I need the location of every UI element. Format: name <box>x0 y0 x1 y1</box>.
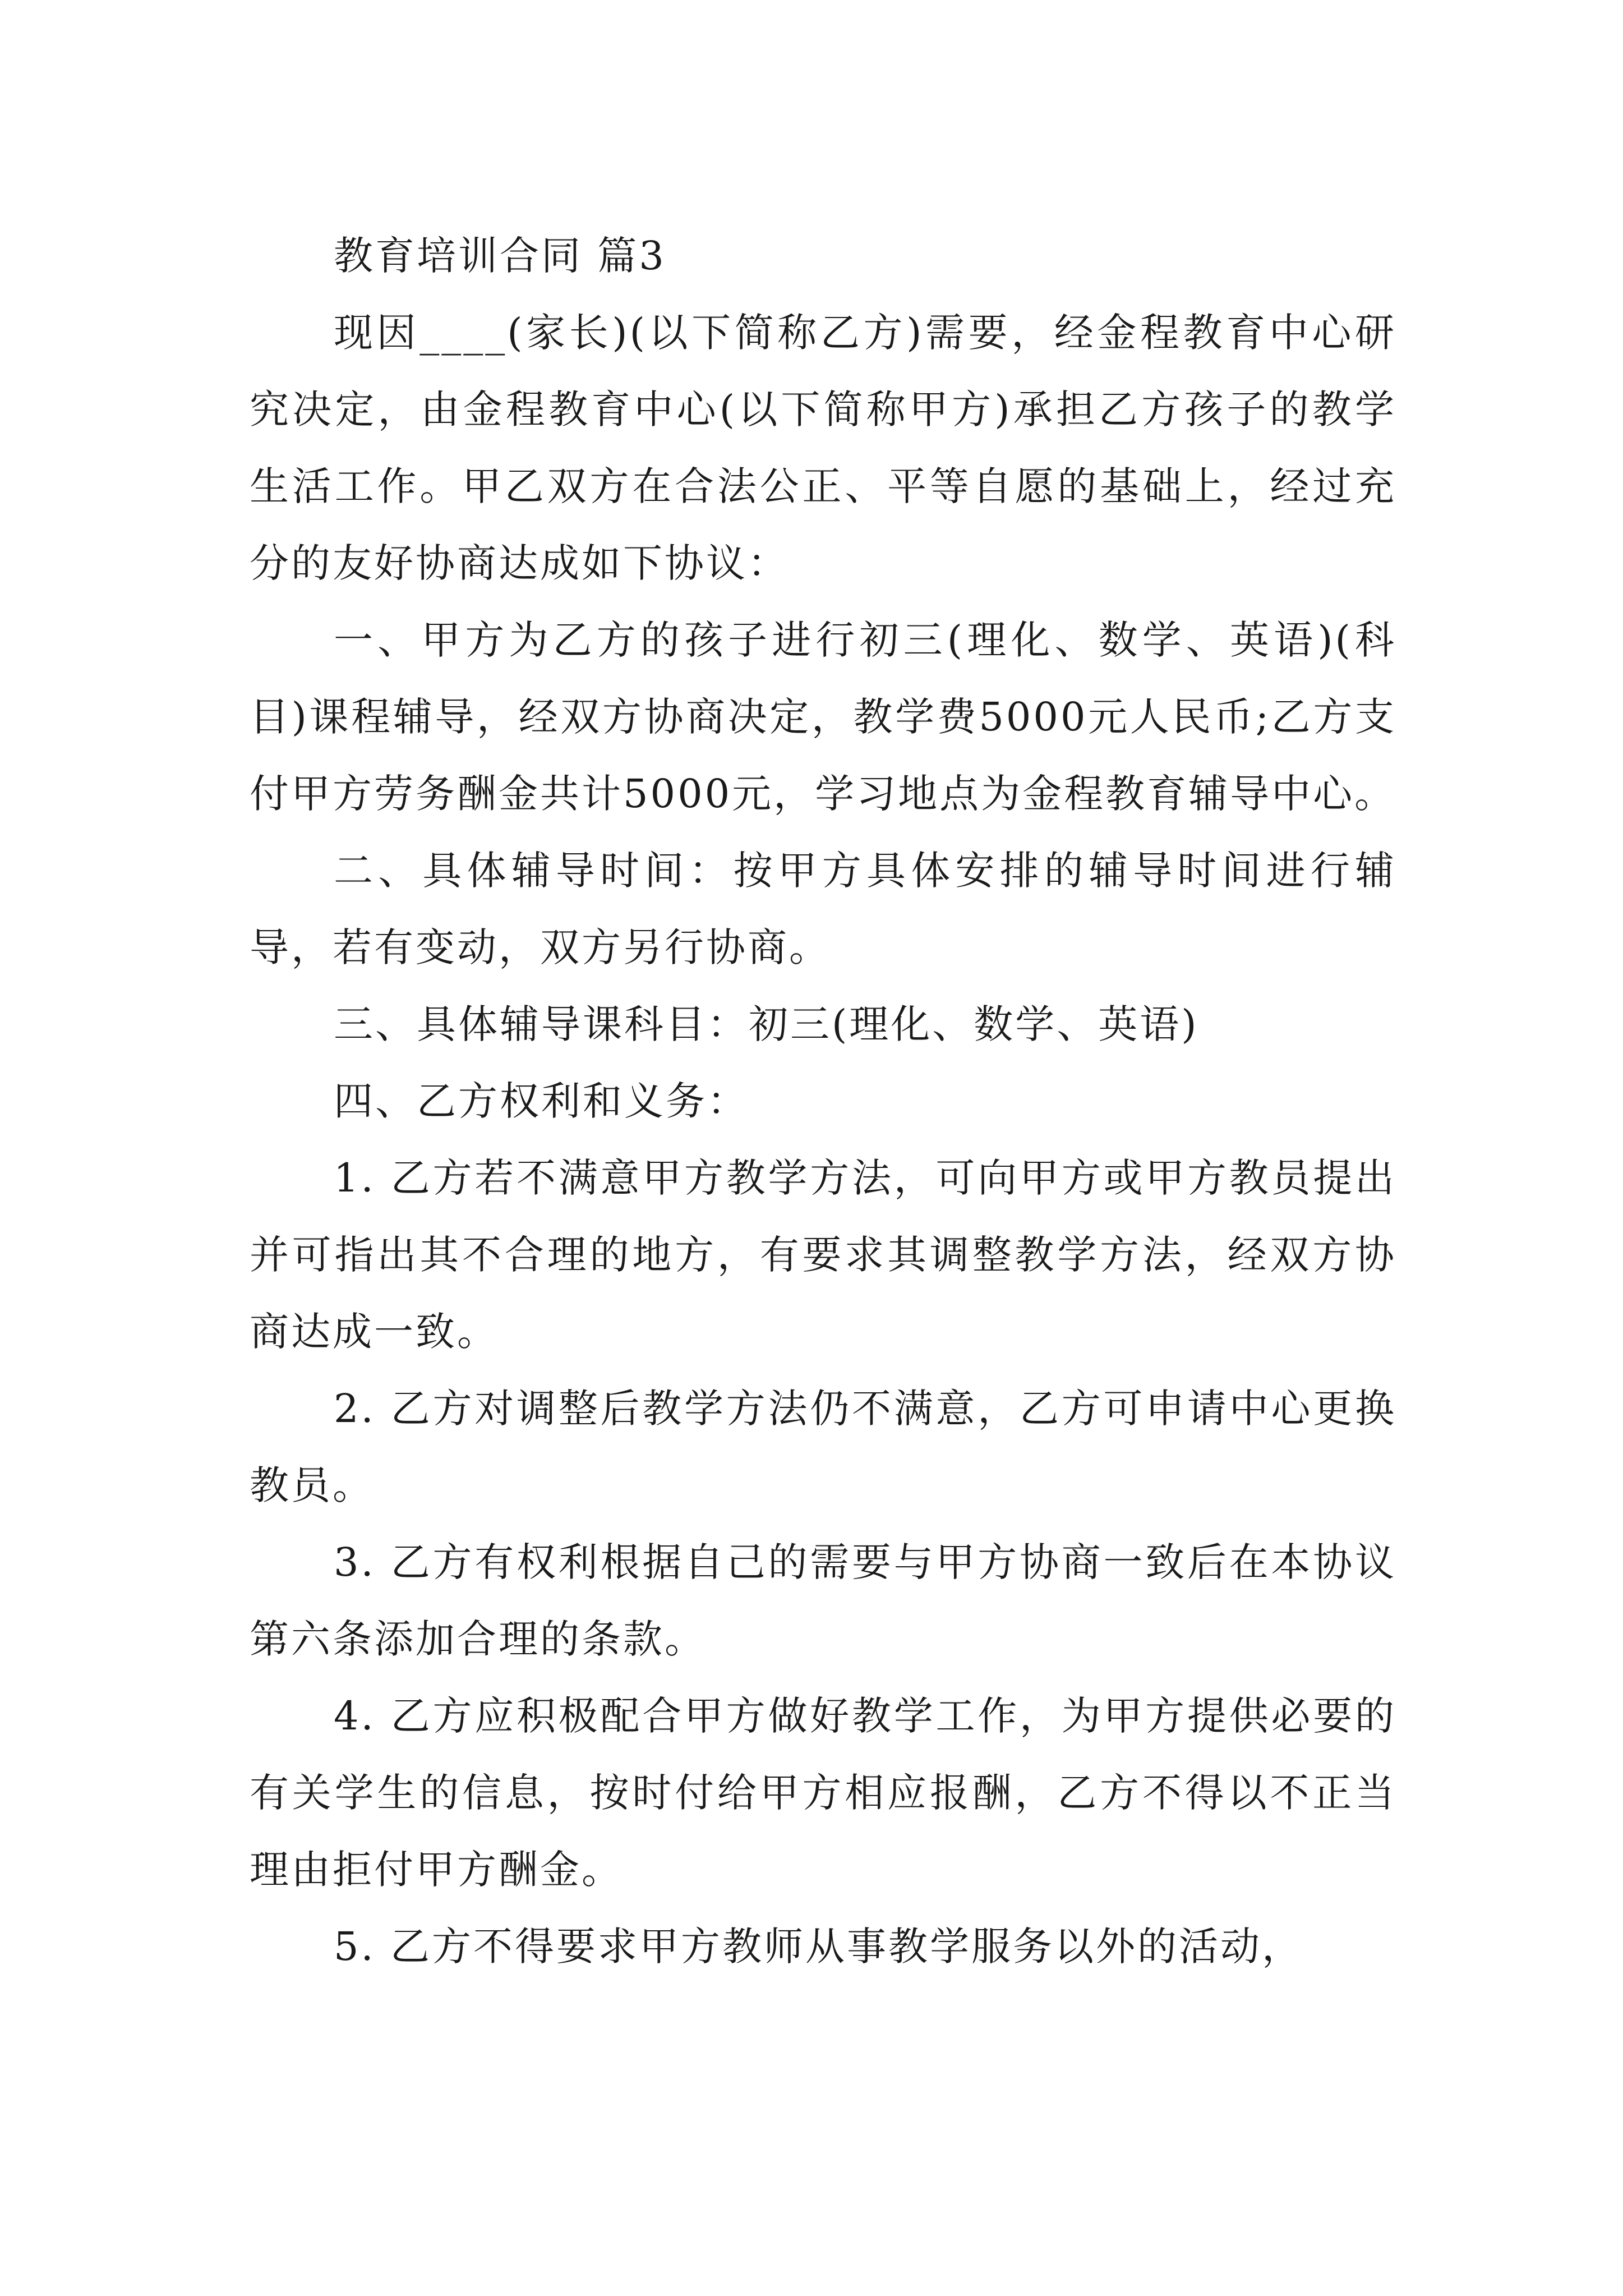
paragraph-item-4: 4. 乙方应积极配合甲方做好教学工作，为甲方提供必要的有关学生的信息，按时付给甲方相应报酬，乙方不得以不正当理由拒付甲方酬金。 <box>250 1693 1396 1893</box>
paragraph-clause-2: 二、具体辅导时间：按甲方具体安排的辅导时间进行辅导，若有变动，双方另行协商。 <box>250 848 1396 970</box>
document-title: 教育培训合同 篇3 <box>334 233 666 279</box>
paragraph-preamble: 现因____(家长)(以下简称乙方)需要，经金程教育中心研究决定，由金程教育中心(以下简称甲方)承担乙方孩子的教学生活工作。甲乙双方在合法公正、平等自愿的基础上，经过充分的友好协商达成如下协议： <box>250 310 1396 586</box>
paragraph-item-5: 5. 乙方不得要求甲方教师从事教学服务以外的活动， <box>334 1924 1304 1970</box>
paragraph-item-1: 1. 乙方若不满意甲方教学方法，可向甲方或甲方教员提出并可指出其不合理的地方，有要求其调整教学方法，经双方协商达成一致。 <box>250 1155 1396 1355</box>
paragraph-item-2: 2. 乙方对调整后教学方法仍不满意，乙方可申请中心更换教员。 <box>250 1386 1396 1508</box>
paragraph-clause-3: 三、具体辅导课科目：初三(理化、数学、英语) <box>334 1001 1199 1047</box>
paragraph-clause-1: 一、甲方为乙方的孩子进行初三(理化、数学、英语)(科目)课程辅导，经双方协商决定，教学费5000元人民币;乙方支付甲方劳务酬金共计5000元，学习地点为金程教育辅导中心。 <box>250 617 1396 817</box>
paragraph-item-3: 3. 乙方有权利根据自己的需要与甲方协商一致后在本协议第六条添加合理的条款。 <box>250 1539 1396 1662</box>
paragraph-clause-4: 四、乙方权利和义务： <box>334 1078 749 1124</box>
document-page <box>250 218 1396 1985</box>
